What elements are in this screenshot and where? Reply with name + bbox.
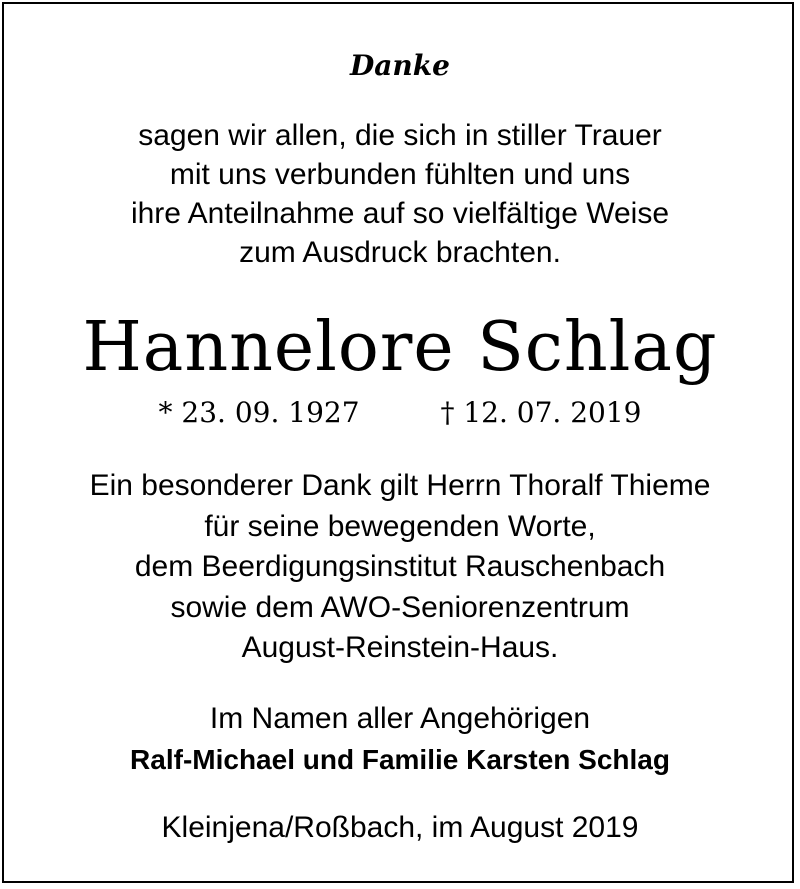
thanks-line: dem Beerdigungsinstitut Rauschenbach <box>134 550 666 583</box>
notice-heading: Danke <box>350 49 450 82</box>
family-intro: Im Namen aller Angehörigen <box>209 702 591 735</box>
birth-date: * 23. 09. 1927 <box>158 396 360 429</box>
life-dates <box>0 393 800 433</box>
thanks-line: August-Reinstein-Haus. <box>241 631 559 664</box>
thanks-line: Ein besonderer Dank gilt Herrn Thoralf Thieme <box>89 469 711 502</box>
intro-line: sagen wir allen, die sich in stiller Trauer <box>138 119 662 152</box>
intro-line: ihre Anteilnahme auf so vielfältige Weise <box>130 197 670 230</box>
intro-line: zum Ausdruck brachten. <box>239 236 561 269</box>
death-date: † 12. 07. 2019 <box>440 396 642 429</box>
family-names: Ralf-Michael und Familie Karsten Schlag <box>130 744 670 775</box>
intro-line: mit uns verbunden fühlten und uns <box>169 158 631 191</box>
deceased-name: Hannelore Schlag <box>82 308 718 387</box>
place-date: Kleinjena/Roßbach, im August 2019 <box>161 811 639 844</box>
thanks-line: sowie dem AWO-Seniorenzentrum <box>170 590 630 624</box>
thanks-text <box>0 466 800 669</box>
intro-text <box>0 116 800 272</box>
thanks-line: für seine bewegenden Worte, <box>204 509 596 543</box>
family-signature <box>0 698 800 780</box>
